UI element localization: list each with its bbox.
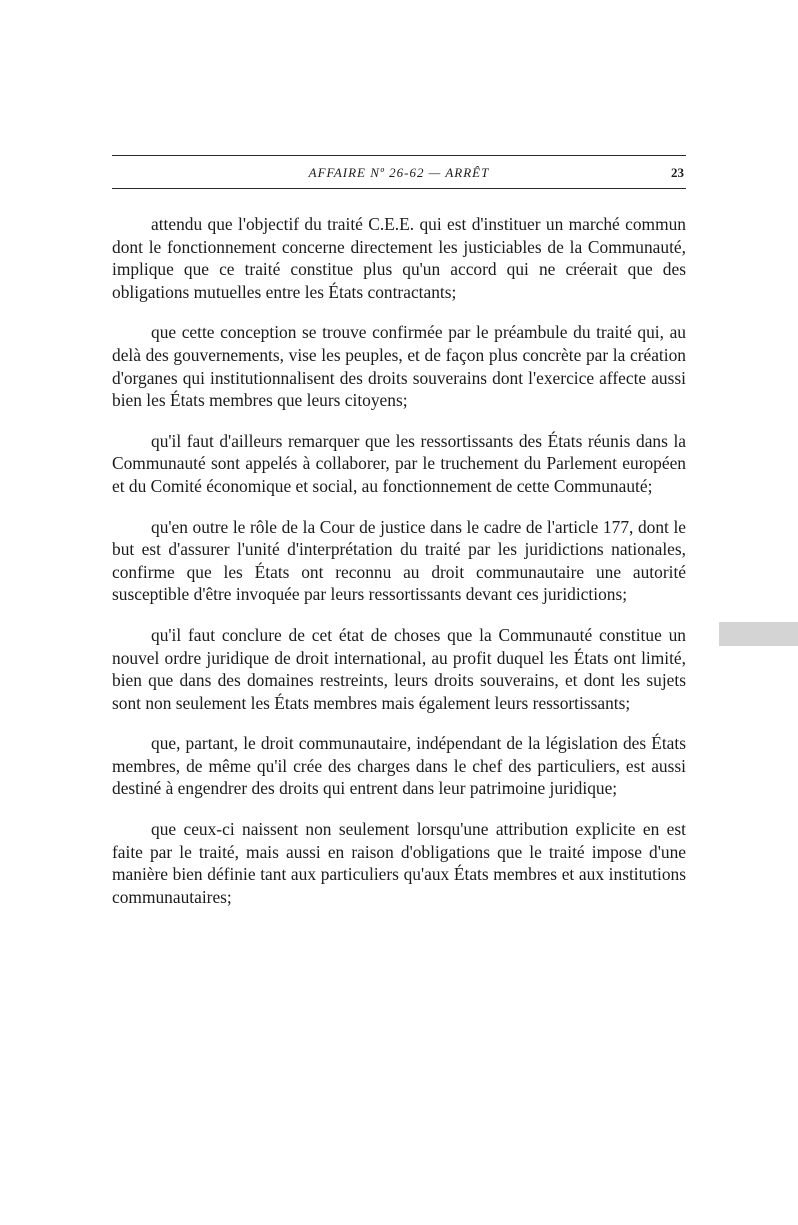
paragraph-6: que, partant, le droit communautaire, indépendant de la législation des États membres, de même qu'il crée des charges dans le chef des particuliers, est aussi destiné à engendrer des droits qui entrent dans leur patrimoine juridique; (112, 733, 686, 799)
paragraph-4: qu'en outre le rôle de la Cour de justice dans le cadre de l'article 177, dont le but est d'assurer l'unité d'interprétation du traité par les juridictions nationales, confirme que les États ont reconnu au droit communautaire une autorité susceptible d'être invoquée par leurs ressortissants devant ces juridictions; (112, 516, 686, 605)
page-header (112, 155, 686, 193)
page-number: 23 (671, 165, 684, 180)
paragraph-3: qu'il faut d'ailleurs remarquer que les ressortissants des États réunis dans la Communauté sont appelés à collaborer, par le truchement du Parlement européen et du Comité économique et social, au fonctionnement de cette Communauté; (112, 430, 686, 496)
paragraph-1: attendu que l'objectif du traité C.E.E. qui est d'instituer un marché commun dont le fonctionnement concerne directement les justiciables de la Communauté, implique que ce traité constitue plus qu'un accord qui ne créerait que des obligations mutuelles entre les États contractants; (112, 214, 686, 302)
paragraph-7: que ceux-ci naissent non seulement lorsqu'une attribution explicite en est faite par le traité, mais aussi en raison d'obligations que le traité impose d'une manière bien définie tant aux particuliers qu'aux États membres et aux institutions communautaires; (112, 819, 686, 907)
document-page (112, 0, 686, 1225)
side-tab-marker (719, 622, 798, 646)
paragraph-5: qu'il faut conclure de cet état de choses que la Communauté constitue un nouvel ordre juridique de droit international, au profit duquel les États ont limité, bien que dans des domaines restreints, leurs droits souverains, et dont les sujets sont non seulement les États membres mais également leurs ressortissants; (112, 624, 686, 713)
body-text (112, 213, 686, 926)
header-rule-bottom (112, 188, 686, 189)
paragraph-2: que cette conception se trouve confirmée par le préambule du traité qui, au delà des gouvernements, vise les peuples, et de façon plus concrète par la création d'organes qui institutionnalisent des droits souverains dont l'exercice affecte aussi bien les États membres que leurs citoyens; (112, 322, 686, 411)
header-rule-top (112, 155, 686, 156)
running-head: AFFAIRE Nº 26-62 — ARRÊT (308, 165, 490, 180)
